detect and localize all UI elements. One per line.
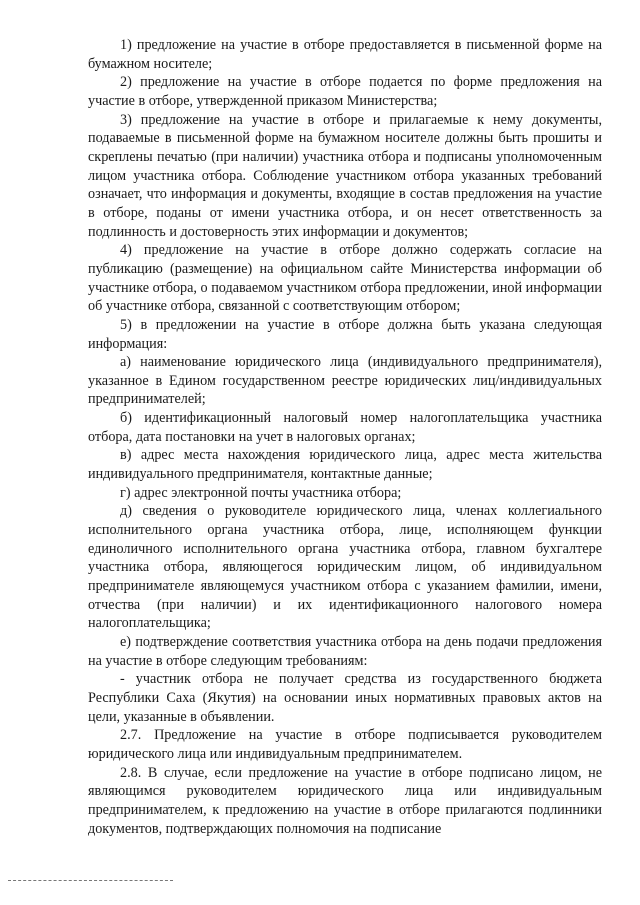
- paragraph-2: 2) предложение на участие в отборе подается по форме предложения на участие в отборе, утвержденной приказом Министерства;: [88, 74, 602, 109]
- paragraph-5d: д) сведения о руководителе юридического лица, членах коллегиального исполнительного органа участника отбора, лице, исполняющем функции единоличного исполнительного органа участника отбора, главном бухгалтере участника отбора, являющегося юридическим лицом, об индивидуальном предпринимателе являющемуся участником отбора с указанием фамилии, имени, отчества (при наличии) и их идентификационного налогового номера налогоплательщика;: [88, 503, 602, 632]
- paragraph-1: 1) предложение на участие в отборе предоставляется в письменной форме на бумажном носителе;: [88, 37, 602, 72]
- paragraph-5v: в) адрес места нахождения юридического лица, адрес места жительства индивидуального предпринимателя, контактные данные;: [88, 447, 602, 483]
- paragraph-5e-item: - участник отбора не получает средства из государственного бюджета Республики Саха (Якутия) на основании иных нормативных правовых актов на цели, указанные в объявлении.: [88, 671, 602, 725]
- paragraph-5a: а) наименование юридического лица (индивидуального предпринимателя), указанное в Едином государственном реестре юридических лиц/индивидуальных предпринимателей;: [88, 354, 602, 408]
- paragraph-5g: г) адрес электронной почты участника отбора;: [120, 484, 402, 501]
- paragraph-4: 4) предложение на участие в отборе должно содержать согласие на публикацию (размещение) на официальном сайте Министерства информации об участнике отбора, о подаваемом участником отбора предложении, иной информации об участнике отбора, связанной с соответствующим отбором;: [88, 242, 602, 315]
- paragraph-5b: б) идентификационный налоговый номер налогоплательщика участника отбора, дата постановки на учет в налоговых органах;: [88, 410, 602, 445]
- paragraph-2-8: 2.8. В случае, если предложение на участие в отборе подписано лицом, не являющимся руководителем юридического лица или индивидуальным предпринимателем, к предложению на участие в отборе прилагаются подлинники документов, подтверждающих полномочия на подписание: [88, 764, 602, 837]
- document-page: [88, 36, 602, 838]
- paragraph-3: 3) предложение на участие в отборе и прилагаемые к нему документы, подаваемые в письменной форме на бумажном носителе должны быть прошиты и скреплены печатью (при наличии) участника отбора и подписаны уполномоченным лицом участника отбора. Соблюдение участником отбора указанных требований означает, что информация и документы, входящие в состав предложения на участие в отборе, поданы от имени участника отбора, и он несет ответственность за подлинность и достоверность этих информации и документов;: [88, 111, 602, 240]
- footer-divider: [8, 880, 173, 881]
- paragraph-5: 5) в предложении на участие в отборе должна быть указана следующая информация:: [88, 316, 602, 352]
- paragraph-2-7: 2.7. Предложение на участие в отборе подписывается руководителем юридического лица или индивидуальным предпринимателем.: [88, 727, 602, 762]
- paragraph-5e: е) подтверждение соответствия участника отбора на день подачи предложения на участие в отборе следующим требованиям:: [88, 634, 602, 669]
